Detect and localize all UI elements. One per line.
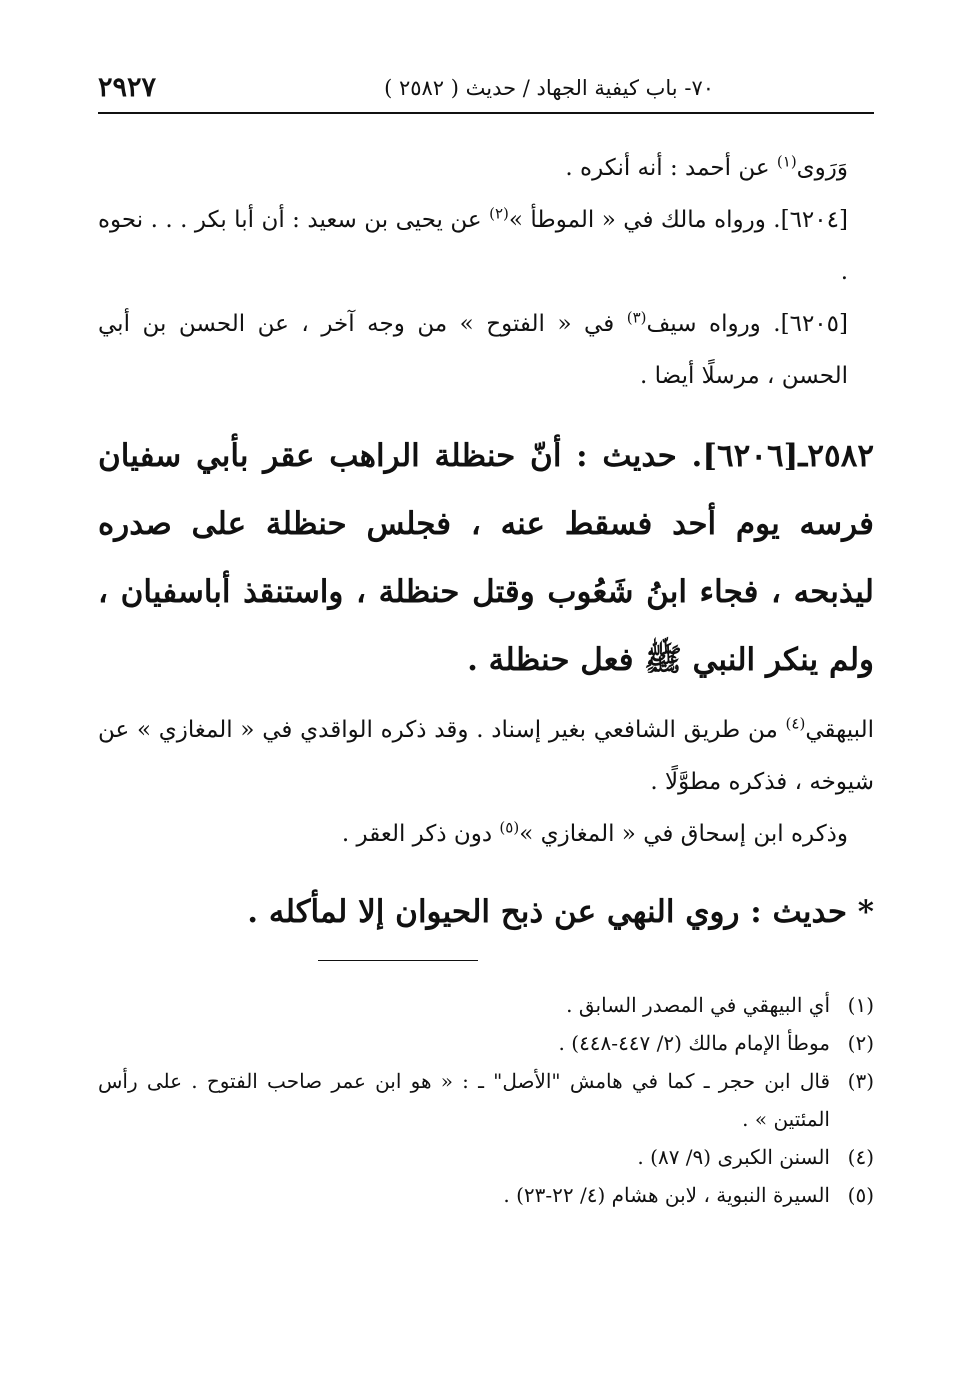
section-heading: * حديث : روي النهي عن ذبح الحيوان إلا لمأكله . [247, 894, 874, 930]
footnote-text: أي البيهقي في المصدر السابق . [566, 993, 830, 1017]
footnote-text: موطأ الإمام مالك (٢/ ٤٤٧-٤٤٨) . [558, 1031, 830, 1055]
running-title: ٧٠- باب كيفية الجهاد / حديث ( ٢٥٨٢ ) [384, 76, 714, 100]
footnote-item [98, 1062, 874, 1138]
footnote-number: (٥) [847, 1183, 874, 1207]
footnote-text: السيرة النبوية ، لابن هشام (٤/ ٢٢-٢٣) . [503, 1183, 830, 1207]
hadith-number: ٢٥٨٢ـ[٦٢٠٦]. حديث : [561, 438, 874, 474]
footnote-ref-4: (٤) [785, 714, 806, 733]
footnote-ref-1: (١) [776, 152, 797, 171]
footnote-text: السنن الكبرى (٩/ ٨٧) . [637, 1145, 830, 1169]
page-header [98, 72, 874, 108]
footnote-text: قال ابن حجر ـ كما في هامش "الأصل" ـ : « هو ابن عمر صاحب الفتوح . على رأس المئتين » . [98, 1069, 830, 1131]
paragraph-2-rest: عن يحيى بن سعيد : أن أبا بكر . . . نحوه . [98, 207, 848, 285]
footnote-number: (٢) [847, 1031, 874, 1055]
footnote-number: (٤) [847, 1145, 874, 1169]
footnote-item [98, 986, 874, 1024]
footnote-number: (١) [847, 993, 874, 1017]
paragraph-3-rest: في « الفتوح » من وجه آخر ، عن الحسن بن أبي الحسن ، مرسلًا أيضا . [98, 311, 848, 389]
hadith-2582 [98, 422, 874, 694]
commentary-1-start: البيهقي [805, 717, 874, 743]
paragraph-2 [98, 194, 874, 298]
commentary-1-rest: من طريق الشافعي بغير إسناد . وقد ذكره الواقدي في « المغازي » عن شيوخه ، فذكره مطوَّلًا . [98, 717, 874, 795]
paragraph-1-rest: عن أحمد : أنه أنكره . [565, 155, 777, 181]
hadith-text: أنّ حنظلة الراهب عقر بأبي سفيان فرسه يوم أحد فسقط عنه ، فجلس حنظلة على صدره ليذبحه ، فجاء ابنُ شَعُوب وقتل حنظلة ، واستنقذ أباسفيان ، ولم ينكر النبي ﷺ فعل حنظلة . [98, 438, 874, 678]
footnote-number: (٣) [847, 1069, 874, 1093]
footnote-ref-2: (٢) [489, 204, 509, 223]
paragraph-1 [98, 142, 874, 194]
footnote-item [98, 1176, 874, 1214]
footnote-ref-5: (٥) [499, 818, 520, 837]
commentary-2-rest: دون ذكر العقر . [341, 821, 500, 847]
paragraph-3-start: [٦٢٠٥]. ورواه سيف [646, 311, 848, 337]
footnotes [98, 986, 874, 1214]
commentary-2-start: وذكره ابن إسحاق في « المغازي » [519, 821, 848, 847]
main-text [98, 142, 874, 942]
page-number: ٢٩٢٧ [98, 72, 157, 103]
commentary-2 [98, 808, 874, 860]
paragraph-1-start: وَرَوى [796, 155, 848, 181]
footnote-item [98, 1024, 874, 1062]
commentary-1 [98, 704, 874, 808]
header-divider [98, 112, 874, 114]
paragraph-3 [98, 298, 874, 402]
footnote-divider [318, 960, 478, 961]
footnote-item [98, 1138, 874, 1176]
footnote-ref-3: (٣) [626, 308, 647, 327]
paragraph-2-start: [٦٢٠٤]. ورواه مالك في « الموطأ » [508, 207, 848, 233]
